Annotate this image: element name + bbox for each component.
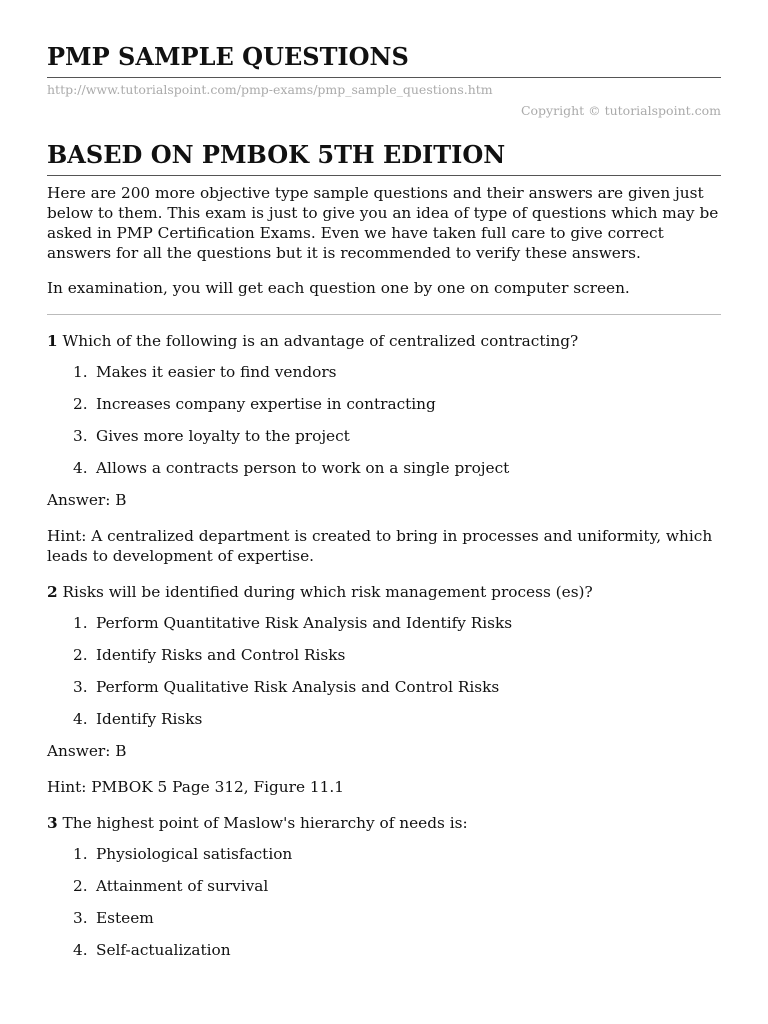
- option-number: 3.: [73, 909, 88, 927]
- intro-paragraph: Here are 200 more objective type sample questions and their answers are given just below to them. This exam is just to give you an idea of type of questions which may be asked in PMP Certification Exams. Even we have taken full care to give correct answers for all the questions but it is recommended to verify these answers.: [47, 184, 719, 262]
- list-item: [47, 645, 721, 665]
- question-2: [47, 582, 721, 602]
- exam-note: In examination, you will get each question one by one on computer screen.: [47, 279, 630, 297]
- list-item: [47, 709, 721, 729]
- hint-2: Hint: PMBOK 5 Page 312, Figure 11.1: [47, 778, 344, 796]
- source-url[interactable]: http://www.tutorialspoint.com/pmp-exams/pmp_sample_questions.htm: [47, 82, 493, 97]
- options-list-1: [47, 362, 721, 478]
- list-item: [47, 426, 721, 446]
- option-text: Makes it easier to find vendors: [96, 363, 337, 381]
- document-body: [47, 183, 721, 972]
- question-text: Risks will be identified during which risk management process (es)?: [62, 583, 593, 601]
- options-list-3: [47, 844, 721, 960]
- list-item: [47, 677, 721, 697]
- option-number: 4.: [73, 459, 88, 477]
- hint-1: Hint: A centralized department is created to bring in processes and uniformity, which leads to development of expertise.: [47, 527, 713, 565]
- question-text: The highest point of Maslow's hierarchy of needs is:: [62, 814, 468, 832]
- list-item: [47, 844, 721, 864]
- answer-1: Answer: B: [47, 491, 127, 509]
- option-text: Increases company expertise in contracting: [96, 395, 436, 413]
- option-text: Allows a contracts person to work on a single project: [96, 459, 510, 477]
- section-rule: [47, 175, 721, 176]
- option-text: Attainment of survival: [96, 877, 269, 895]
- option-text: Perform Qualitative Risk Analysis and Control Risks: [96, 678, 500, 696]
- question-text: Which of the following is an advantage of centralized contracting?: [62, 332, 579, 350]
- question-number: 2: [47, 583, 58, 601]
- option-text: Identify Risks: [96, 710, 203, 728]
- list-item: [47, 908, 721, 928]
- option-text: Perform Quantitative Risk Analysis and Identify Risks: [96, 614, 513, 632]
- option-number: 2.: [73, 877, 88, 895]
- copyright-notice: Copyright © tutorialspoint.com: [520, 103, 721, 118]
- option-text: Identify Risks and Control Risks: [96, 646, 346, 664]
- option-number: 4.: [73, 941, 88, 959]
- section-title: BASED ON PMBOK 5TH EDITION: [47, 140, 506, 169]
- answer-2: Answer: B: [47, 742, 127, 760]
- option-number: 4.: [73, 710, 88, 728]
- list-item: [47, 613, 721, 633]
- list-item: [47, 362, 721, 382]
- question-1: [47, 331, 721, 351]
- list-item: [47, 876, 721, 896]
- option-number: 3.: [73, 678, 88, 696]
- option-text: Physiological satisfaction: [96, 845, 293, 863]
- list-item: [47, 458, 721, 478]
- option-number: 1.: [73, 614, 88, 632]
- options-list-2: [47, 613, 721, 729]
- list-item: [47, 940, 721, 960]
- list-item: [47, 394, 721, 414]
- option-text: Self-actualization: [96, 941, 231, 959]
- option-text: Gives more loyalty to the project: [96, 427, 350, 445]
- question-3: [47, 813, 721, 833]
- divider: [47, 314, 721, 315]
- question-number: 3: [47, 814, 58, 832]
- title-rule: [47, 77, 721, 78]
- option-text: Esteem: [96, 909, 154, 927]
- option-number: 2.: [73, 646, 88, 664]
- option-number: 2.: [73, 395, 88, 413]
- question-number: 1: [47, 332, 58, 350]
- option-number: 1.: [73, 363, 88, 381]
- page-title: PMP SAMPLE QUESTIONS: [47, 42, 409, 71]
- option-number: 3.: [73, 427, 88, 445]
- option-number: 1.: [73, 845, 88, 863]
